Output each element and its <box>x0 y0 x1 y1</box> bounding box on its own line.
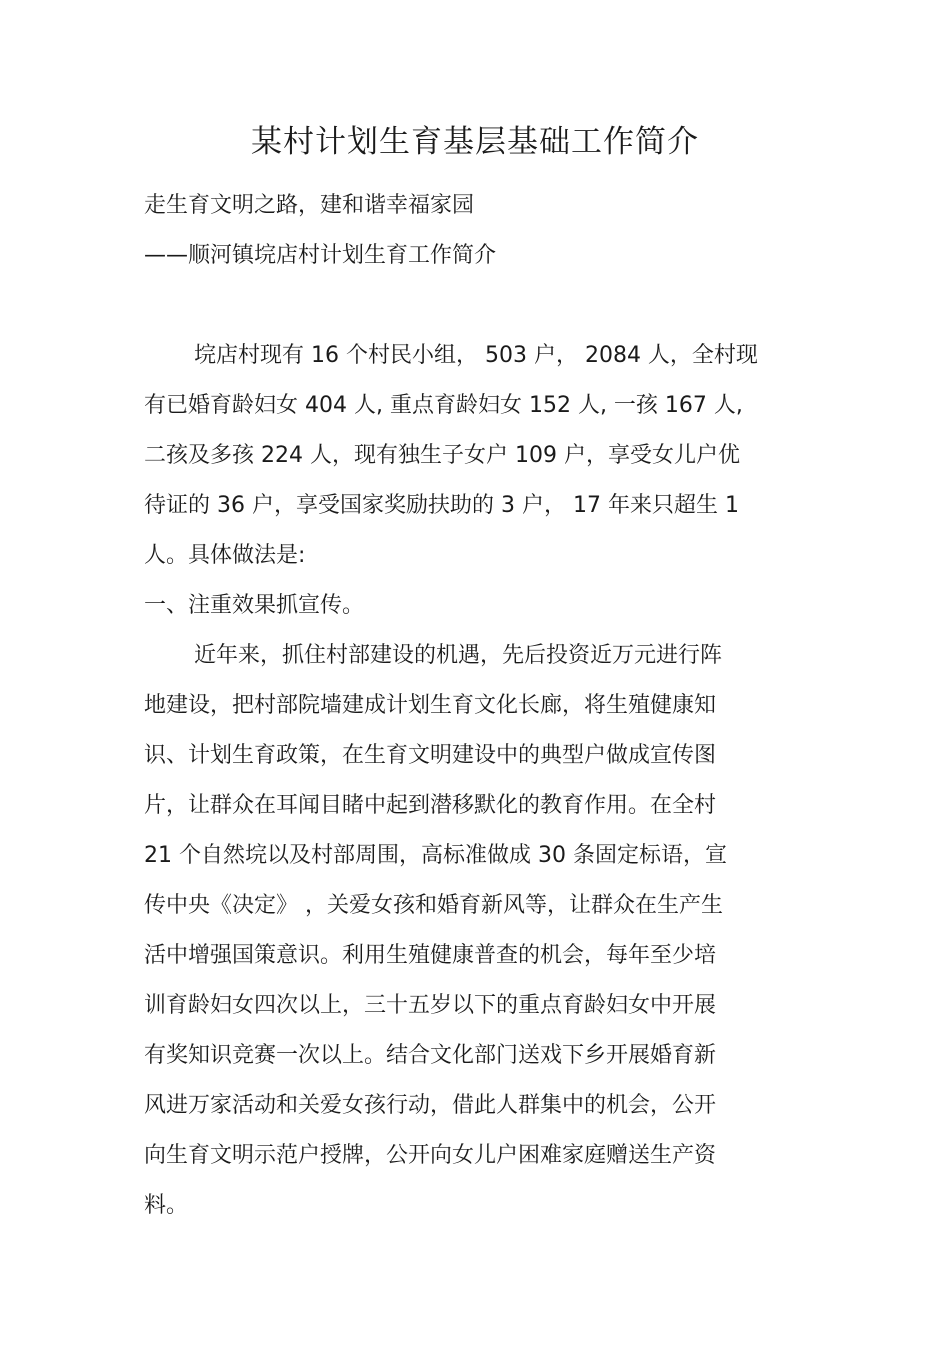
paragraph1-line: 人。具体做法是: <box>144 543 306 568</box>
paragraph2-line: 有奖知识竞赛一次以上。结合文化部门送戏下乡开展婚育新 <box>144 1043 717 1068</box>
paragraph2-line: 传中央《决定》 ，关爱女孩和婚育新风等，让群众在生产生 <box>144 893 723 918</box>
paragraph2-line: 识、计划生育政策，在生育文明建设中的典型户做成宣传图 <box>144 743 717 768</box>
paragraph2-line: 21 个自然垸以及村部周围，高标准做成 30 条固定标语，宣 <box>144 843 727 868</box>
paragraph2-line: 训育龄妇女四次以上，三十五岁以下的重点育龄妇女中开展 <box>144 993 717 1018</box>
paragraph1-line: 二孩及多孩 224 人，现有独生子女户 109 户，享受女儿户优 <box>144 443 740 468</box>
paragraph2-line: 料。 <box>144 1193 189 1218</box>
paragraph2-line: 活中增强国策意识。利用生殖健康普查的机会，每年至少培 <box>144 943 717 968</box>
document-title: 某村计划生育基层基础工作简介 <box>251 124 699 160</box>
paragraph2-line: 片，让群众在耳闻目睹中起到潜移默化的教育作用。在全村 <box>144 793 717 818</box>
paragraph1-line: 垸店村现有 16 个村民小组， 503 户， 2084 人，全村现 <box>194 343 758 368</box>
paragraph2-line: 近年来，抓住村部建设的机遇，先后投资近万元进行阵 <box>194 643 723 668</box>
section1-heading: 一、注重效果抓宣传。 <box>144 593 365 618</box>
document-subtitle-dash: ——顺河镇垸店村计划生育工作简介 <box>144 243 497 268</box>
document-subtitle: 走生育文明之路，建和谐幸福家园 <box>144 193 475 218</box>
paragraph2-line: 向生育文明示范户授牌，公开向女儿户困难家庭赠送生产资 <box>144 1143 717 1168</box>
paragraph2-line: 风进万家活动和关爱女孩行动，借此人群集中的机会，公开 <box>144 1093 717 1118</box>
paragraph1-line: 待证的 36 户，享受国家奖励扶助的 3 户， 17 年来只超生 1 <box>144 493 739 518</box>
paragraph2-line: 地建设，把村部院墙建成计划生育文化长廊，将生殖健康知 <box>144 693 717 718</box>
paragraph1-line: 有已婚育龄妇女 404 人, 重点育龄妇女 152 人, 一孩 167 人, <box>144 393 743 418</box>
